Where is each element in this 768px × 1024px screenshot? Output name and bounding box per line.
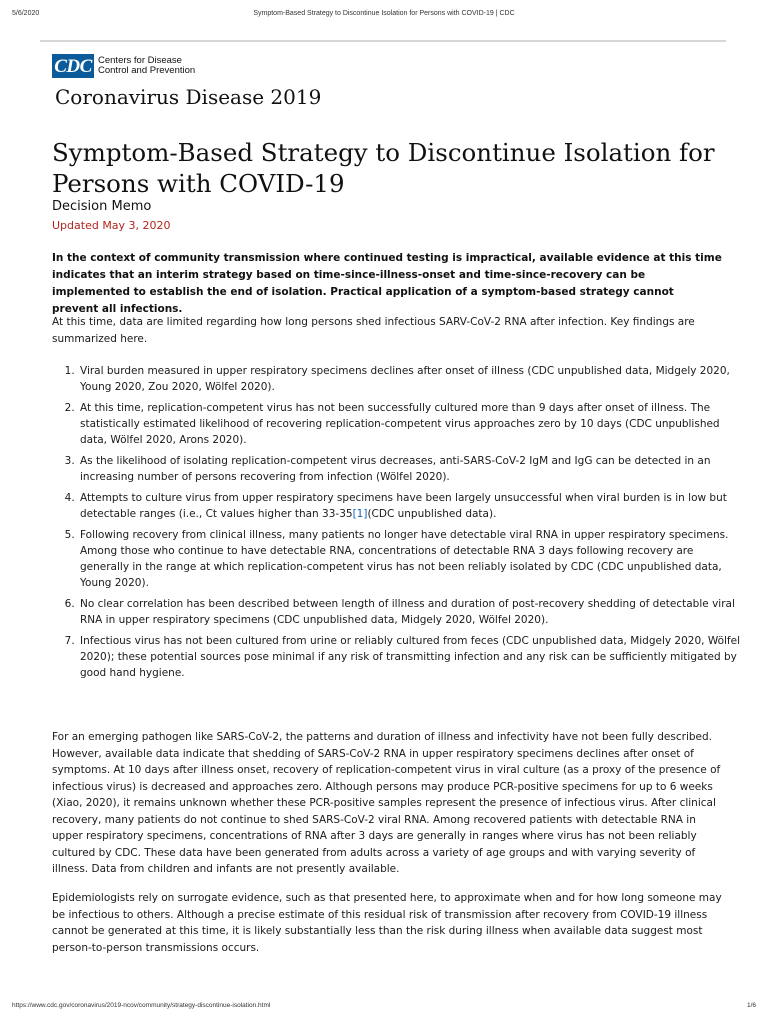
updated-date: Updated May 3, 2020 <box>52 219 171 232</box>
finding-item: 7. Infectious virus has not been cultured from urine or reliably cultured from feces (CDC unpublished data, Midgely 2020, Wölfel 2020); these potential sources pose minimal if any risk of transmitting infection and any risk can be sufficiently mitigated by good hand hygiene. <box>78 633 743 681</box>
site-title[interactable]: Coronavirus Disease 2019 <box>55 85 322 109</box>
pathogen-paragraph: For an emerging pathogen like SARS-CoV-2, the patterns and duration of illness and infectivity have not been fully described. However, available data indicate that shedding of SARS-CoV-2 RNA in upper respiratory specimens declines after onset of symptoms. At 10 days after illness onset, recovery of replication-competent virus in viral culture (as a proxy of the presence of infectious virus) is decreased and approaches zero. Although persons may produce PCR-positive specimens for up to 6 weeks (Xiao, 2020), it remains unknown whether these PCR-positive samples represent the presence of infectious virus. After clinical recovery, many patients do not continue to shed SARS-CoV-2 viral RNA. Among recovered patients with detectable RNA in upper respiratory specimens, concentrations of RNA after 3 days are generally in ranges where virus has not been reliably cultured by CDC. These data have been generated from adults across a variety of age groups and with varying severity of illness. Data from children and infants are not presently available. <box>52 731 721 875</box>
footnote-link[interactable]: [1] <box>352 508 368 520</box>
lead-summary: In the context of community transmission where continued testing is impractical, available evidence at this time indicates that an interim strategy based on time-since-illness-onset and time-since-recovery can be implemented to establish the end of isolation. Practical application of a symptom-based strategy cannot prevent all infections. <box>52 252 722 315</box>
finding-item: 1. Viral burden measured in upper respiratory specimens declines after onset of illness (CDC unpublished data, Midgely 2020, Young 2020, Zou 2020, Wölfel 2020). <box>78 363 743 395</box>
print-page-title: Symptom-Based Strategy to Discontinue Isolation for Persons with COVID-19 | CDC <box>253 10 515 17</box>
finding-item <box>78 490 743 522</box>
print-page-number: 1/6 <box>746 1002 756 1009</box>
cdc-logo-mark: CDC <box>52 54 94 78</box>
cdc-logo-name-line1: Centers for Disease <box>98 55 182 66</box>
page-subtitle: Decision Memo <box>52 199 152 214</box>
intro-paragraph: At this time, data are limited regarding how long persons shed infectious SARV-CoV-2 RNA after infection. Key findings are summarized here. <box>52 316 695 345</box>
finding-item: 5. Following recovery from clinical illness, many patients no longer have detectable viral RNA in upper respiratory specimens. Among those who continue to have detectable RNA, concentrations of detectable RNA 3 days following recovery are generally in the range at which replication-competent virus has not been reliably isolated by CDC (CDC unpublished data, Young 2020). <box>78 527 743 591</box>
page-title: Symptom-Based Strategy to Discontinue Isolation for Persons with COVID-19 <box>52 138 715 198</box>
cdc-logo-name <box>98 56 195 76</box>
finding-item: 2. At this time, replication-competent virus has not been successfully cultured more than 9 days after onset of illness. The statistically estimated likelihood of recovering replication-competent virus approaches zero by 10 days (CDC unpublished data, Wölfel 2020, Arons 2020). <box>78 400 743 448</box>
print-url: https://www.cdc.gov/coronavirus/2019-ncov/community/strategy-discontinue-isolation.html <box>12 1002 271 1009</box>
print-date: 5/6/2020 <box>12 10 40 17</box>
key-findings-list <box>52 363 743 686</box>
epidemiology-paragraph: Epidemiologists rely on surrogate evidence, such as that presented here, to approximate when and for how long someone may be infectious to others. Although a precise estimate of this residual risk of transmission after recovery from COVID-19 illness cannot be generated at this time, it is likely substantially less than the risk during illness when available data suggest most person-to-person transmissions occurs. <box>52 892 722 954</box>
cdc-logo-name-line2: Control and Prevention <box>98 65 196 76</box>
finding-text: Attempts to culture virus from upper respiratory specimens have been largely unsuccessful when viral burden is in low but detectable ranges (i.e., Ct values higher than 33-35 <box>80 492 727 520</box>
header-divider <box>40 40 726 42</box>
finding-item: 3. As the likelihood of isolating replication-competent virus decreases, anti-SARS-CoV-2 IgM and IgG can be detected in an increasing number of persons recovering from infection (Wölfel 2020). <box>78 453 743 485</box>
finding-item: 6. No clear correlation has been described between length of illness and duration of post-recovery shedding of detectable viral RNA in upper respiratory specimens (CDC unpublished data, Midgely 2020, Wölfel 2020). <box>78 596 743 628</box>
cdc-logo[interactable] <box>52 54 195 78</box>
finding-text: (CDC unpublished data). <box>367 508 497 520</box>
